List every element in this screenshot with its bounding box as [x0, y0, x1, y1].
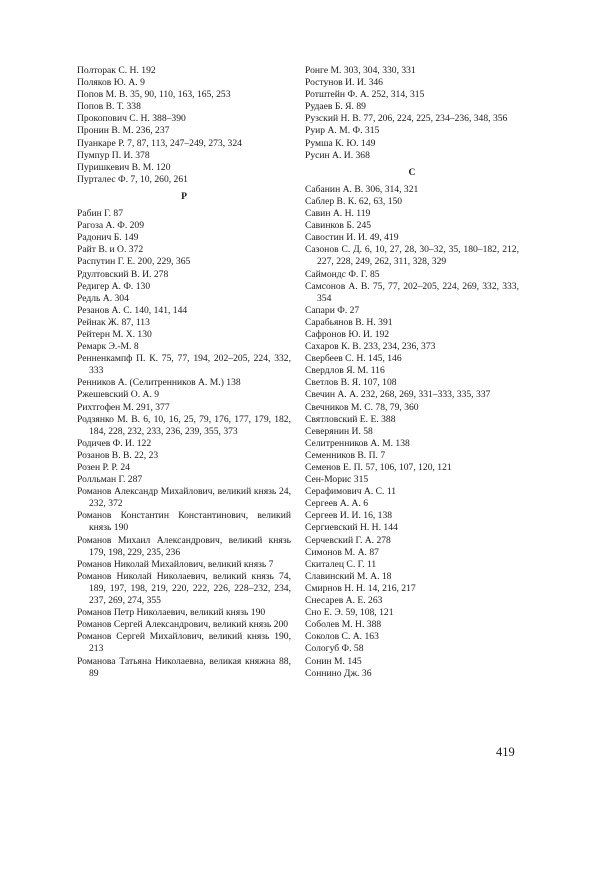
index-entry: Северянин И. 58 — [305, 425, 373, 437]
index-entry: Семенов Е. П. 57, 106, 107, 120, 121 — [305, 462, 452, 473]
index-entry: Ростунов И. И. 346 — [305, 77, 383, 89]
index-entry: Селитренников А. М. 138 — [305, 437, 410, 449]
index-entry: Сно Е. Э. 59, 108, 121 — [305, 607, 394, 619]
index-entry: Резанов А. С. 140, 141, 144 — [77, 304, 188, 316]
index-entry: Саймондс Ф. Г. 85 — [305, 268, 380, 280]
index-entry: Романов Сергей Александрович, великий князь 200 — [77, 619, 289, 631]
index-entry: Ренненкампф П. К. 75, 77, 194, 202–205, 224, 332, 333 — [77, 353, 291, 377]
index-entry: Рабин Г. 87 — [77, 208, 123, 220]
index-entry: Редль А. 304 — [77, 292, 129, 304]
index-entry: Семенников В. П. 7 — [305, 449, 386, 461]
index-entry: Пумпур П. И. 378 — [77, 149, 150, 161]
index-entry: Смирнов Н. Н. 14, 216, 217 — [305, 582, 416, 594]
index-entry: Сонин М. 145 — [305, 655, 362, 667]
index-entry: Рудаев Б. Я. 89 — [305, 101, 366, 113]
index-entry: Свечин А. А. 232, 268, 269, 331–333, 335, 337 — [305, 389, 491, 401]
index-entry: Рихтгофен М. 291, 377 — [77, 401, 170, 413]
index-entry: Сергеев И. И. 16, 138 — [305, 510, 393, 522]
index-entry: Рузский Н. В. 77, 206, 224, 225, 234–236, 348, 356 — [305, 113, 508, 125]
index-entry: Сабанин А. В. 306, 314, 321 — [305, 183, 419, 195]
index-entry: Свердлов Я. М. 116 — [305, 365, 385, 377]
index-column-right — [305, 65, 519, 680]
index-entry: Поляков Ю. А. 9 — [77, 77, 145, 89]
index-entry: Прокопович С. Н. 388–390 — [77, 113, 186, 125]
index-entry: Саблер В. К. 62, 63, 150 — [305, 195, 403, 207]
index-entry: Попов М. В. 35, 90, 110, 163, 165, 253 — [77, 89, 231, 101]
index-entry: Полторак С. Н. 192 — [77, 65, 156, 76]
index-entry: Пронин В. М. 236, 237 — [77, 125, 170, 137]
index-entry: Радонич Б. 149 — [77, 232, 139, 244]
index-entry: Ронге М. 303, 304, 330, 331 — [305, 65, 416, 76]
index-entry: Руир А. М. Ф. 315 — [305, 125, 380, 137]
index-entry: Самсонов А. В. 75, 77, 202–205, 224, 269, 332, 333, 354 — [305, 280, 519, 304]
index-entry: Родичев Ф. И. 122 — [77, 437, 152, 449]
index-entry: Рейтерн М. Х. 130 — [77, 328, 152, 340]
index-entry: Попов В. Т. 338 — [77, 101, 141, 113]
index-entry: Светлов В. Я. 107, 108 — [305, 377, 397, 389]
index-entry: Сергеев А. А. 6 — [305, 498, 369, 510]
index-entry: Симонов М. А. 87 — [305, 546, 379, 558]
index-entry: Романов Александр Михайлович, великий князь 24, 232, 372 — [77, 486, 291, 510]
index-entry: Снесарев А. Е. 263 — [305, 595, 383, 607]
index-entry: Романов Михаил Александрович, великий князь 179, 198, 229, 235, 236 — [77, 534, 291, 558]
index-entry: Романов Николай Николаевич, великий князь 74, 189, 197, 198, 219, 220, 222, 226, 228–232, 234, 237, 269, 274, 355 — [77, 570, 291, 607]
entries-s — [305, 184, 519, 680]
index-entry: Романов Константин Константинович, великий князь 190 — [77, 510, 291, 534]
index-entry: Сологуб Ф. 58 — [305, 643, 364, 655]
index-entry: Пуанкаре Р. 7, 87, 113, 247–249, 273, 324 — [77, 137, 242, 149]
index-entry: Романов Николай Михайлович, великий князь 7 — [77, 558, 274, 570]
index-entry: Славинский М. А. 18 — [305, 570, 392, 582]
index-entry: Соболев М. Н. 388 — [305, 619, 382, 631]
index-entry: Сазонов С. Д. 6, 10, 27, 28, 30–32, 35, 180–182, 212, 227, 228, 249, 262, 311, 328, 329 — [305, 244, 519, 268]
index-entry: Соколов С. А. 163 — [305, 631, 379, 643]
index-entry: Свечников М. С. 78, 79, 360 — [305, 401, 419, 413]
index-entry: Румша К. Ю. 149 — [305, 137, 376, 149]
index-entry: Ренников А. (Селитренников А. М.) 138 — [77, 377, 241, 389]
index-entry: Сергиевский Н. Н. 144 — [305, 522, 398, 534]
index-entry: Ротштейн Ф. А. 252, 314, 315 — [305, 89, 425, 101]
index-entry: Романов Петр Николаевич, великий князь 190 — [77, 607, 266, 619]
index-entry: Рдултовский В. И. 278 — [77, 268, 169, 280]
index-entry: Свербеев С. Н. 145, 146 — [305, 353, 402, 365]
entries-r — [77, 208, 291, 680]
entries-p-end — [77, 65, 291, 186]
index-entry: Рейнак Ж. 87, 113 — [77, 316, 150, 328]
page-number: 419 — [496, 745, 515, 759]
index-entry: Распутин Г. Е. 200, 229, 365 — [77, 256, 191, 268]
index-entry: Святловский Е. Е. 388 — [305, 413, 396, 425]
index-entry: Серафимович А. С. 11 — [305, 486, 397, 498]
index-column-left — [77, 65, 291, 680]
entries-r-end — [305, 65, 519, 162]
index-entry: Савостин И. И. 49, 419 — [305, 232, 399, 244]
index-entry: Райт В. и О. 372 — [77, 244, 144, 256]
index-entry: Сафронов Ю. И. 192 — [305, 328, 390, 340]
index-entry: Скиталец С. Г. 11 — [305, 558, 377, 570]
index-entry: Розанов В. В. 22, 23 — [77, 449, 159, 461]
index-entry: Ролльман Г. 287 — [77, 474, 143, 486]
index-entry: Сапари Ф. 27 — [305, 304, 360, 316]
index-entry: Савинков Б. 245 — [305, 220, 372, 232]
index-entry: Соннино Дж. 36 — [305, 667, 372, 679]
index-entry: Сахаров К. В. 233, 234, 236, 373 — [305, 341, 436, 353]
index-entry: Сарабьянов В. Н. 391 — [305, 316, 393, 328]
index-entry: Ремарк Э.-М. 8 — [77, 341, 139, 353]
index-entry: Редигер А. Ф. 130 — [77, 280, 151, 292]
index-entry: Пурталес Ф. 7, 10, 260, 261 — [77, 173, 188, 185]
index-entry: Сен-Мориc 315 — [305, 474, 369, 486]
letter-heading-r: Р — [181, 190, 187, 202]
index-entry: Рагоза А. Ф. 209 — [77, 220, 145, 232]
index-entry: Родзянко М. В. 6, 10, 16, 25, 79, 176, 177, 179, 182, 184, 228, 232, 233, 236, 239, 355, 373 — [77, 413, 291, 437]
index-entry: Романова Татьяна Николаевна, великая княжна 88, 89 — [77, 655, 291, 679]
index-entry: Русин А. И. 368 — [305, 149, 370, 161]
index-entry: Серчевский Г. А. 278 — [305, 534, 391, 546]
index-entry: Розен Р. Р. 24 — [77, 462, 130, 473]
index-entry: Романов Сергей Михайлович, великий князь 190, 213 — [77, 631, 291, 655]
index-entry: Савин А. Н. 119 — [305, 208, 371, 220]
letter-heading-s: С — [408, 166, 416, 178]
index-entry: Ржешевский О. А. 9 — [77, 389, 160, 401]
index-entry: Пуришкевич В. М. 120 — [77, 161, 171, 173]
